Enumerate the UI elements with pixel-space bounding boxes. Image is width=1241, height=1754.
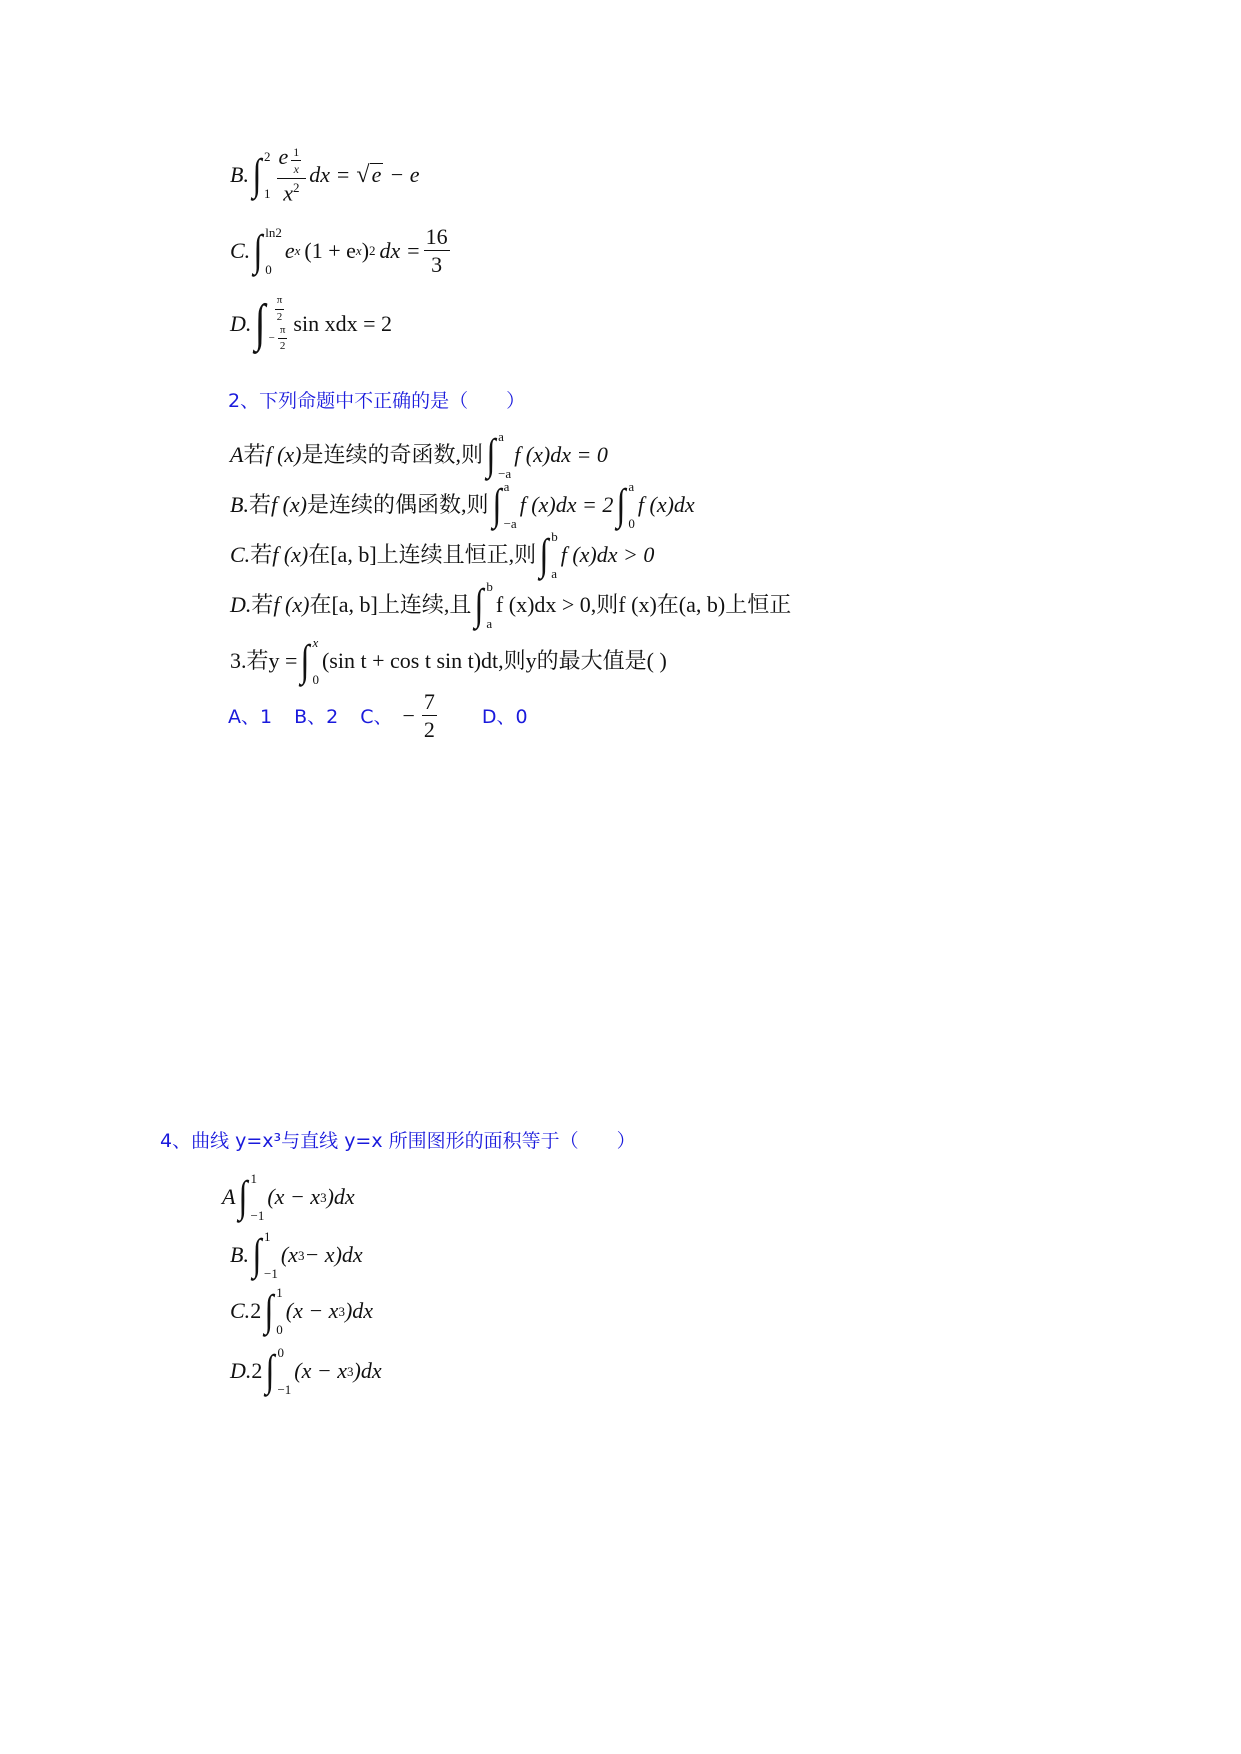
integral: ∫ a 0 [616,479,635,531]
integral: ∫ b a [474,579,493,631]
option-label: B. [230,492,249,517]
integral: ∫ x 0 [300,635,319,687]
option-label: D. [230,311,252,336]
option-label: C. [230,237,251,263]
q4-option-b: B. ∫ 1 −1 (x 3 − x)dx [230,1229,363,1281]
q2-option-c: C. 若 f (x) 在[a, b]上连续且恒正,则 ∫ b a f (x)dx > 0 [230,529,655,581]
integral: ∫ a −a [486,429,512,481]
option-label: B. [230,1242,249,1267]
option-label: A [222,1184,236,1209]
option-label: C. [230,1298,251,1323]
integral: ∫ 1 −1 [238,1171,265,1223]
q4-option-a: A ∫ 1 −1 (x − x 3 )dx [222,1171,355,1223]
q3-option-a: A、1 [228,706,273,729]
integral: ∫ 2 1 [252,148,271,201]
q1-option-d: D. ∫ $\frac{\pi}{2}$ − $\frac{\pi}{2}$ sin xdx = 2 [230,294,393,353]
q3-option-c: C、 − $\frac{7}{2}$ [360,689,435,743]
integral: ∫ 1 −1 [252,1229,278,1281]
integral: ∫ a −a [492,479,517,531]
q4-title: 4、曲线 y=x³与直线 y=x 所围图形的面积等于（ ） [160,1130,636,1152]
q4-option-c: C. 2 ∫ 1 0 (x − x 3 )dx [230,1285,374,1337]
option-label: A [230,442,244,467]
q2-option-a: A 若 f (x) 是连续的奇函数,则 ∫ a −a f (x)dx = 0 [230,429,608,481]
fraction: $\frac{16}{3}$ [425,224,448,278]
q1-option-c: C. ∫ ln2 0 e x (1 + e x ) 2 dx = $\frac{16}{3}$ [230,224,448,278]
integral: ∫ 0 −1 [265,1345,292,1397]
integral: ∫ 1 0 [264,1285,283,1337]
option-label: D. [230,592,252,617]
q3-option-d: D、0 [481,706,528,729]
q3-options [228,690,550,741]
fraction: e $\frac{1}{x}$ $x^2$ [277,145,307,204]
integral: ∫ ln2 0 [253,224,282,277]
option-label: B. [230,161,249,187]
q2-title: 2、下列命题中不正确的是（ ） [228,390,526,412]
option-label: D. [230,1358,252,1383]
option-label: C. [230,542,251,567]
integral: ∫ b a [539,529,558,581]
q3-stem: 3.若y = ∫ x 0 (sin t + cos t sin t)dt,则y的最大值是( ) [230,635,667,687]
q1-option-b: B. ∫ 2 1 e $\frac{1}{x}$ $x^2$ dx = √ e − e [230,144,420,206]
q3-option-b: B、2 [294,706,339,729]
q2-option-b: B. 若 f (x) 是连续的偶函数,则 ∫ a −a f (x)dx = 2 ∫ a 0 f (x)dx [230,479,695,531]
q4-option-d: D. 2 ∫ 0 −1 (x − x 3 )dx [230,1345,382,1397]
integral: ∫ $\frac{\pi}{2}$ − $\frac{\pi}{2}$ [255,294,286,353]
q2-option-d: D. 若 f (x) 在[a, b]上连续,且 ∫ b a f (x)dx > 0,则f (x)在(a, b)上恒正 [230,579,792,631]
sqrt: √ e [356,161,382,188]
